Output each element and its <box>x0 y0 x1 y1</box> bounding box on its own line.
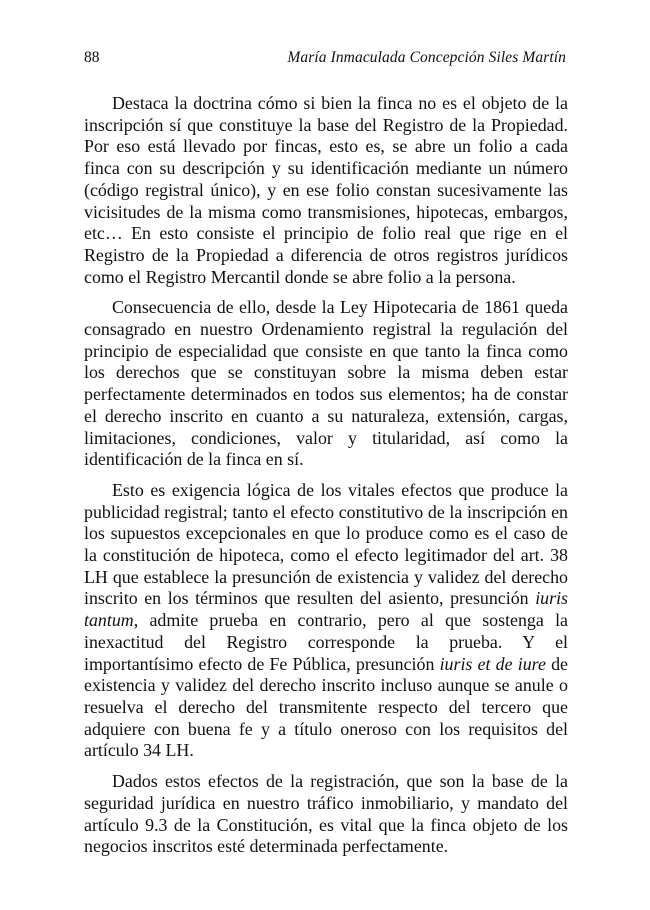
text-segment: Esto es exigencia lógica de los vitales efectos que produce la publicidad registral; tanto el efecto constitutivo de la inscripción en los supuestos excepcionales en que lo produce como es el caso de la constitución de hipoteca, como el efecto legitimador del art. 38 LH que establece la presunción de existencia y validez del derecho inscrito en los términos que resulten del asiento, presunción <box>84 479 568 609</box>
paragraph <box>84 771 568 858</box>
page-number: 88 <box>84 49 100 66</box>
text-segment: de existencia y validez del derecho inscrito incluso aunque se anule o resuelva el derecho del transmitente respecto del tercero que adquiere con buena fe y a título oneroso con los requisitos del artículo 34 LH. <box>84 653 568 761</box>
text-segment: Destaca la doctrina cómo si bien la finca no es el objeto de la inscripción sí que constituye la base del Registro de la Propiedad. Por eso está llevado por fincas, esto es, se abre un folio a cada finca con su descripción y su identificación mediante un número (código registral único), y en ese folio constan sucesivamente las vicisitudes de la misma como transmisiones, hipotecas, embargos, etc… En esto consiste el principio de folio real que rige en el Registro de la Propiedad a diferencia de otros registros jurídicos como el Registro Mercantil donde se abre folio a la persona. <box>84 93 568 287</box>
body-text <box>84 93 568 867</box>
latin-term: iuris et de iure <box>439 653 546 674</box>
text-segment: Dados estos efectos de la registración, que son la base de la seguridad jurídica en nuestro tráfico inmobiliario, y mandato del artículo 9.3 de la Constitución, es vital que la finca objeto de los negocios inscritos esté determinada perfectamente. <box>84 771 568 857</box>
paragraph <box>84 93 568 288</box>
text-segment: Consecuencia de ello, desde la Ley Hipotecaria de 1861 queda consagrado en nuestro Ordenamiento registral la regulación del principio de especialidad que consiste en que tanto la finca como los derechos que se constituyan sobre la misma deben estar perfectamente determinados en todos sus elementos; ha de constar el derecho inscrito en cuanto a su naturaleza, extensión, cargas, limitaciones, condiciones, valor y titularidad, así como la identificación de la finca en sí. <box>84 297 568 470</box>
running-header <box>84 47 566 69</box>
latin-term: iuris tantum <box>84 588 568 631</box>
paragraph <box>84 297 568 471</box>
paragraph <box>84 480 568 762</box>
text-segment: , admite prueba en contrario, pero al que sostenga la inexactitud del Registro corresponde la prueba. Y el importantísimo efecto de Fe Pública, presunción <box>84 610 568 674</box>
author-name: María Inmaculada Concepción Siles Martín <box>287 49 566 66</box>
